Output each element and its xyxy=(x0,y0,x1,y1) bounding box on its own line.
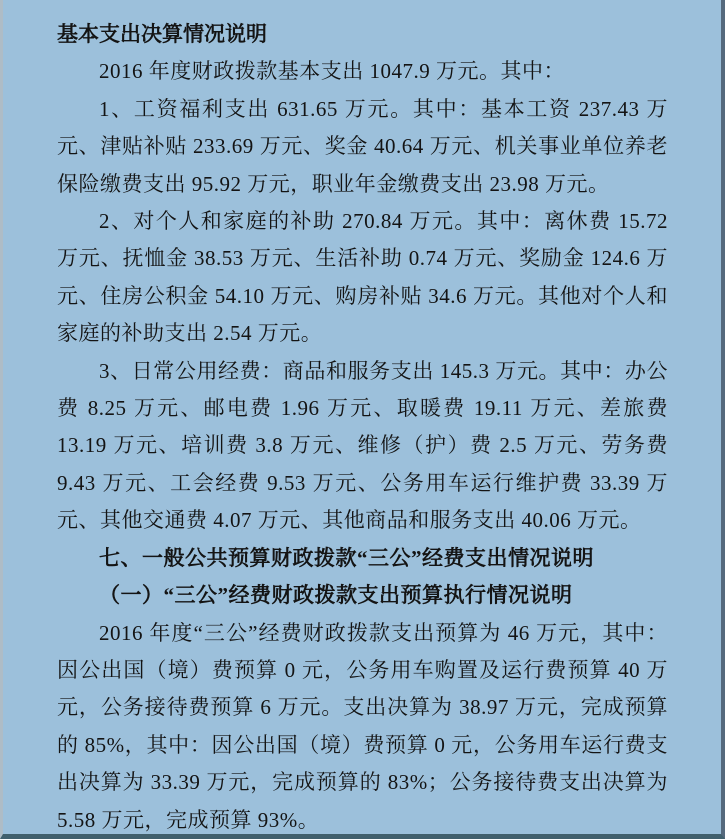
section-heading-three-public-funds: 七、一般公共预算财政拨款“三公”经费支出情况说明 xyxy=(99,545,594,570)
document-title: 基本支出决算情况说明 xyxy=(57,22,267,46)
paragraph-individual-family-subsidy: 2、对个人和家庭的补助 270.84 万元。其中：离休费 15.72 万元、抚恤金 38.53 万元、生活补助 0.74 万元、奖励金 124.6 万元、住房公积金 54.10 万元、购房补贴 34.6 万元。其他对个人和家庭的补助支出 2.54 万元。 xyxy=(57,209,668,346)
paragraph-salary-welfare-expense: 1、工资福利支出 631.65 万元。其中：基本工资 237.43 万元、津贴补贴 233.69 万元、奖金 40.64 万元、机关事业单位养老保险缴费支出 95.92 万元，职业年金缴费支出 23.98 万元。 xyxy=(57,96,668,196)
paragraph-daily-public-expense: 3、日常公用经费：商品和服务支出 145.3 万元。其中：办公费 8.25 万元、邮电费 1.96 万元、取暖费 19.11 万元、差旅费 13.19 万元、培训费 3.8 万元、维修（护）费 2.5 万元、劳务费 9.43 万元、工会经费 9.53 万元、公务用车运行维护费 33.39 万元、其他交通费 4.07 万元、其他商品和服务支出 40.06 万元。 xyxy=(57,358,668,533)
subsection-heading-budget-execution: （一）“三公”经费财政拨款支出预算执行情况说明 xyxy=(99,583,573,608)
paragraph-basic-expenditure-total: 2016 年度财政拨款基本支出 1047.9 万元。其中： xyxy=(99,59,565,84)
paragraph-three-public-funds-details: 2016 年度“三公”经费财政拨款支出预算为 46 万元，其中：因公出国（境）费预算 0 元，公务用车购置及运行费预算 40 万元，公务接待费预算 6 万元。支出决算为 38.97 万元，完成预算的 85%，其中：因公出国（境）费预算 0 元，公务用车运行费支出决算为 33.39 万元，完成预算的 83%；公务接待费支出决算为 5.58 万元，完成预算 93%。 xyxy=(57,620,668,832)
